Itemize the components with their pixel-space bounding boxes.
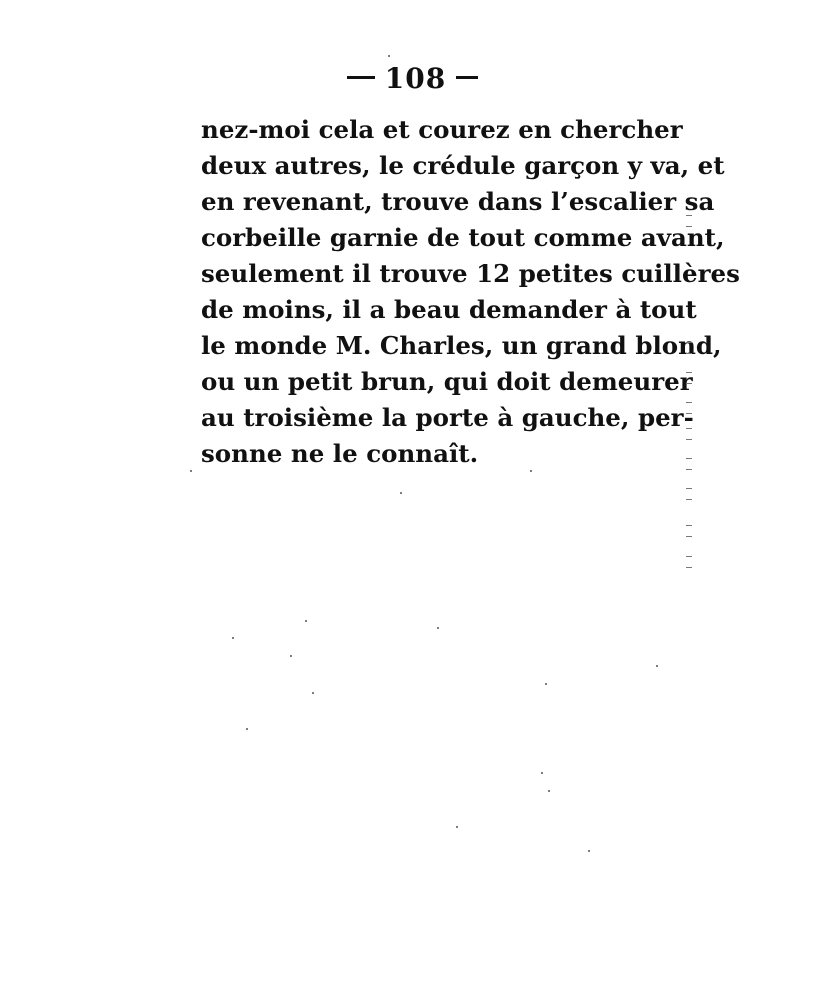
margin-mark (686, 488, 692, 500)
scan-speck (456, 826, 458, 828)
text-line: au troisième la porte à gauche, per- (201, 403, 694, 432)
margin-mark (686, 525, 692, 537)
scan-speck (246, 728, 248, 730)
margin-mark (686, 428, 692, 440)
scan-speck (305, 620, 307, 622)
text-line: de moins, il a beau demander à tout (201, 295, 697, 324)
scan-speck (656, 665, 658, 667)
scan-speck (588, 850, 590, 852)
page-header (0, 62, 825, 95)
scan-speck (400, 492, 402, 494)
scan-speck (312, 692, 314, 694)
scan-speck (530, 470, 532, 472)
page-body-text (201, 112, 740, 472)
scan-speck (545, 683, 547, 685)
scan-speck (437, 627, 439, 629)
text-line: corbeille garnie de tout comme avant, (201, 223, 725, 252)
text-line: le monde M. Charles, un grand blond, (201, 331, 722, 360)
margin-mark (686, 556, 692, 568)
scan-speck (290, 655, 292, 657)
text-line: nez-moi cela et courez en chercher (201, 115, 683, 144)
header-dash-right (456, 76, 478, 79)
margin-mark (686, 215, 692, 227)
scan-speck (541, 772, 543, 774)
page-number: 108 (384, 62, 447, 95)
text-line: ou un petit brun, qui doit demeurer (201, 367, 693, 396)
margin-mark (686, 372, 692, 384)
text-line: en revenant, trouve dans l’escalier sa (201, 187, 715, 216)
scan-speck (388, 55, 390, 57)
margin-mark (686, 342, 692, 354)
text-line: seulement il trouve 12 petites cuillères (201, 259, 740, 288)
text-line: sonne ne le connaît. (201, 439, 479, 468)
header-dash-left (347, 76, 375, 79)
margin-mark (686, 402, 692, 414)
scan-speck (548, 790, 550, 792)
margin-mark (686, 458, 692, 470)
text-line: deux autres, le crédule garçon y va, et (201, 151, 725, 180)
scan-speck (190, 470, 192, 472)
scan-speck (232, 637, 234, 639)
